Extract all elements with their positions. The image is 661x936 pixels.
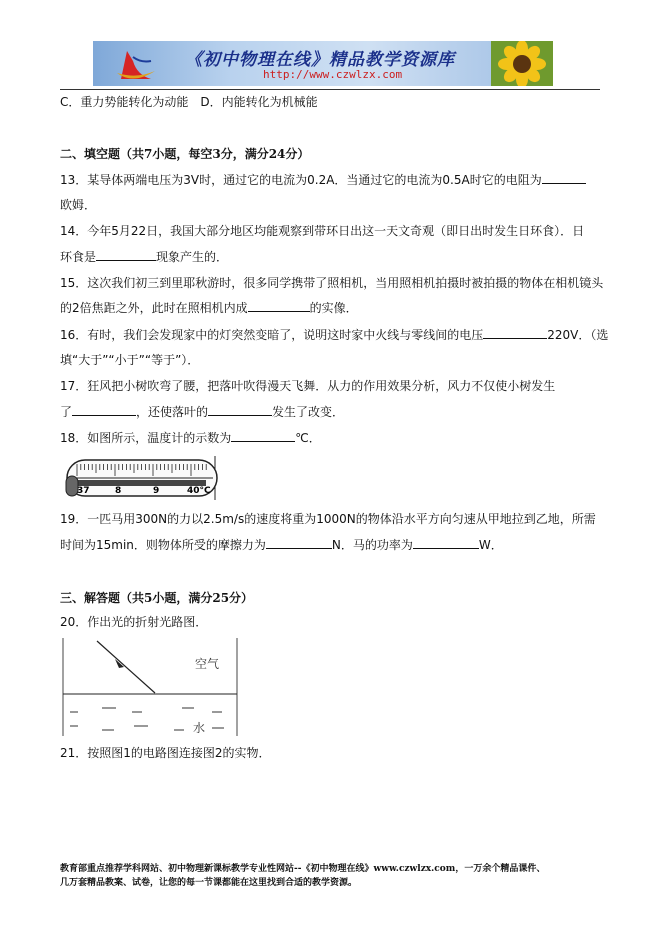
question-14-line1: 14．今年5月22日，我国大部分地区均能观察到带环日出这一天文奇观（即日出时发生日环食）．日 xyxy=(60,224,585,238)
banner-title: 《初中物理在线》精品教学资源库 xyxy=(185,50,455,70)
q16-text-post: 220V．（选 xyxy=(547,328,609,342)
q19-blank-2 xyxy=(413,537,479,549)
question-16-line1 xyxy=(60,327,608,343)
question-21-line: 21．按照图1的电路图连接图2的实物． xyxy=(60,746,271,760)
q19-text-pre: 时间为15min．则物体所受的摩擦力为 xyxy=(60,538,266,552)
q14-text-post: 现象产生的． xyxy=(156,250,229,264)
thermo-label-37: 37 xyxy=(77,486,90,496)
sunflower-icon xyxy=(491,41,553,86)
question-16-line2: 填“大于”“小于”“等于”）． xyxy=(60,353,200,367)
question-13-line1 xyxy=(60,172,586,188)
header-banner xyxy=(93,41,553,86)
q13-blank xyxy=(542,172,586,184)
question-17-line1: 17．狂风把小树吹弯了腰，把落叶吹得漫天飞舞．从力的作用效果分析，风力不仅使小树发生 xyxy=(60,379,556,393)
thermo-label-40c: 40°C xyxy=(187,486,211,496)
q13-text: 13．某导体两端电压为3V时，通过它的电流为0.2A．当通过它的电流为0.5A时它的电阻为 xyxy=(60,173,542,187)
q14-text-pre: 环食是 xyxy=(60,250,97,264)
refraction-figure xyxy=(62,638,240,736)
q19-text-mid: N．马的功率为 xyxy=(331,538,413,552)
q17-blank-2 xyxy=(208,404,272,416)
option-line-cd: C．重力势能转化为动能 D．内能转化为机械能 xyxy=(60,95,318,109)
q16-blank xyxy=(483,327,547,339)
question-19-line2 xyxy=(60,537,503,553)
question-19-line1: 19．一匹马用300N的力以2.5m/s的速度将重为1000N的物体沿水平方向匀速从甲地拉到乙地，所需 xyxy=(60,512,596,526)
logo-icon xyxy=(111,45,159,85)
air-label: 空气 xyxy=(195,657,220,671)
q14-blank xyxy=(96,249,156,261)
q15-blank xyxy=(248,300,310,312)
footer-line-1: 教育部重点推荐学科网站、初中物理新课标教学专业性网站--《初中物理在线》www.czwlzx.com，一万余个精品课件、 xyxy=(60,864,546,874)
section-solve-heading: 三、解答题（共5小题，满分25分） xyxy=(60,591,254,605)
question-15-line2 xyxy=(60,300,358,316)
question-15-line1: 15．这次我们初三到里耶秋游时，很多同学携带了照相机，当用照相机拍摄时被拍摄的物体在相机镜头 xyxy=(60,276,604,290)
q15-text-post: 的实像． xyxy=(309,301,358,315)
thermo-label-8: 8 xyxy=(115,486,122,496)
q17-text-pre: 了 xyxy=(60,405,73,419)
thermometer-figure xyxy=(63,456,223,500)
header-rule xyxy=(60,89,600,90)
question-17-line2 xyxy=(60,404,344,420)
question-13-line2: 欧姆． xyxy=(60,198,97,212)
q18-blank xyxy=(231,430,295,442)
q16-text-pre: 16．有时，我们会发现家中的灯突然变暗了，说明这时家中火线与零线间的电压 xyxy=(60,328,484,342)
water-label: 水 xyxy=(193,721,206,735)
question-20-line: 20．作出光的折射光路图． xyxy=(60,615,208,629)
q17-blank-1 xyxy=(72,404,136,416)
incident-ray xyxy=(97,641,155,693)
q17-text-mid: ，还使落叶的 xyxy=(136,405,209,419)
question-18-line xyxy=(60,430,321,446)
footer-line-2: 几万套精品教案、试卷，让您的每一节课都能在这里找到合适的教学资源。 xyxy=(60,878,358,888)
q19-blank-1 xyxy=(266,537,332,549)
q15-text-pre: 的2倍焦距之外，此时在照相机内成 xyxy=(60,301,248,315)
q17-text-post: 发生了改变． xyxy=(272,405,345,419)
banner-url: http://www.czwlzx.com xyxy=(263,68,403,81)
q19-text-post: W． xyxy=(478,538,503,552)
q18-text-pre: 18．如图所示，温度计的示数为 xyxy=(60,431,232,445)
question-14-line2 xyxy=(60,249,228,265)
section-fill-in-heading: 二、填空题（共7小题，每空3分，满分24分） xyxy=(60,147,310,161)
thermo-label-9: 9 xyxy=(153,486,160,496)
q18-text-post: ℃． xyxy=(295,431,321,445)
